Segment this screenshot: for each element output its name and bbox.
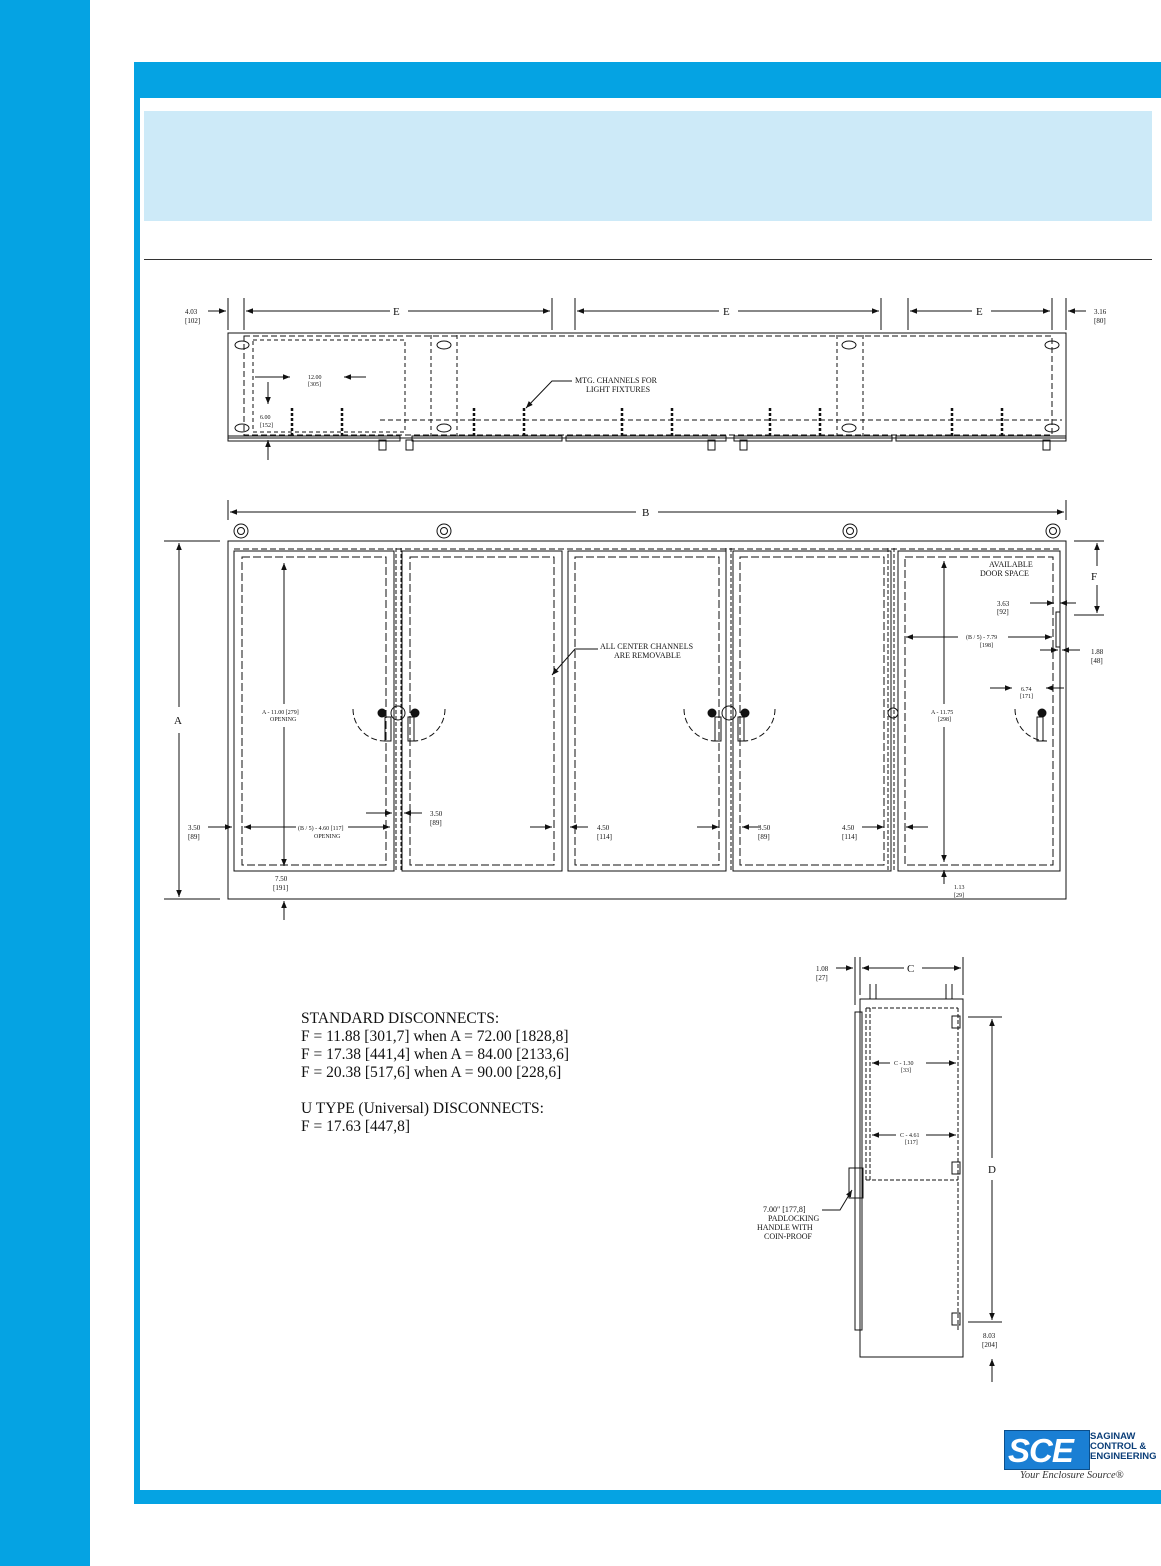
- front-view-labels: [174, 507, 1104, 899]
- lifting-eyes: [234, 524, 1060, 538]
- dim-12-mm: [305]: [308, 382, 321, 388]
- a-1175: A - 11.75: [931, 710, 954, 716]
- dim-350c-mm: [89]: [758, 833, 770, 841]
- dim-450a-mm: [114]: [597, 833, 612, 841]
- c-130-mm: [33]: [901, 1068, 911, 1074]
- logo-name-3: ENGINEERING: [1090, 1451, 1157, 1462]
- dim-6: 6.00: [260, 415, 271, 421]
- center-channels: [396, 548, 894, 872]
- logo-name-2: CONTROL &: [1090, 1441, 1147, 1452]
- dim-674: 6.74: [1021, 687, 1032, 693]
- dim-674-mm: [171]: [1020, 694, 1033, 700]
- f-label: F: [1091, 571, 1098, 583]
- top-view-labels: [185, 306, 1107, 429]
- dim-108: 1.08: [816, 965, 829, 973]
- dim-12: 12.00: [308, 375, 322, 381]
- dim-188: 1.88: [1091, 648, 1104, 656]
- handle-3: HANDLE WITH: [757, 1223, 813, 1232]
- e-label-2: E: [723, 306, 730, 318]
- side-view: [822, 957, 1002, 1382]
- dim-750-mm: [191]: [273, 884, 289, 892]
- dim-188-mm: [48]: [1091, 657, 1103, 665]
- mtg-note-1: MTG. CHANNELS FOR: [575, 376, 658, 385]
- dim-left-mm: [102]: [185, 317, 201, 325]
- dim-350a-mm: [89]: [188, 833, 200, 841]
- logo-company-name: [1090, 1432, 1157, 1462]
- handle-1: 7.00" [177,8]: [763, 1205, 806, 1214]
- dim-450b-mm: [114]: [842, 833, 857, 841]
- side-view-outline: [860, 999, 963, 1357]
- u-type-line-1: F = 17.63 [447,8]: [301, 1118, 411, 1135]
- e-label-1: E: [393, 306, 400, 318]
- dim-113: 1.13: [954, 885, 965, 891]
- dim-350c: 3.50: [758, 824, 771, 832]
- side-view-labels: [757, 963, 997, 1349]
- opening-a-2: OPENING: [270, 717, 297, 723]
- standard-title: STANDARD DISCONNECTS:: [301, 1010, 500, 1027]
- dim-113-mm: [29]: [954, 893, 964, 899]
- logo-mark-box: [1004, 1430, 1090, 1470]
- dim-350b: 3.50: [430, 810, 443, 818]
- mounting-channels: [292, 408, 1002, 436]
- dim-350a: 3.50: [188, 824, 201, 832]
- opening-b-2: OPENING: [314, 834, 341, 840]
- dim-363: 3.63: [997, 600, 1010, 608]
- c-461-mm: [117]: [905, 1140, 918, 1146]
- opening-a-1: A - 11.00 [279]: [262, 710, 299, 716]
- opening-b-1: (B / 5) - 4.60 [117]: [298, 826, 344, 832]
- c-label: C: [907, 963, 915, 975]
- dim-803-mm: [204]: [982, 1341, 998, 1349]
- handle-2: PADLOCKING: [768, 1214, 820, 1223]
- c-461: C - 4.61: [900, 1133, 920, 1139]
- dim-right: 3.16: [1094, 308, 1107, 316]
- mtg-note-2: LIGHT FIXTURES: [586, 385, 651, 394]
- u-type-title: U TYPE (Universal) DISCONNECTS:: [301, 1100, 544, 1117]
- front-view: [164, 500, 1104, 920]
- dim-108-mm: [27]: [816, 974, 828, 982]
- logo-mark: SCE: [1008, 1432, 1073, 1469]
- sce-logo: [1004, 1430, 1157, 1486]
- e-label-3: E: [976, 306, 983, 318]
- c-130: C - 1.30: [894, 1061, 914, 1067]
- a-1175-mm: [298]: [938, 717, 951, 723]
- standard-line-3: F = 20.38 [517,6] when A = 90.00 [228,6]: [301, 1064, 562, 1081]
- dim-right-mm: [80]: [1094, 317, 1106, 325]
- dim-450a: 4.50: [597, 824, 610, 832]
- logo-name-1: SAGINAW: [1090, 1431, 1136, 1442]
- dim-left: 4.03: [185, 308, 198, 316]
- standard-line-1: F = 11.88 [301,7] when A = 72.00 [1828,8]: [301, 1028, 569, 1045]
- dim-6-mm: [152]: [260, 423, 273, 429]
- center-note-1: ALL CENTER CHANNELS: [600, 642, 694, 651]
- b-label: B: [642, 507, 650, 519]
- center-note-2: ARE REMOVABLE: [614, 651, 681, 660]
- dim-803: 8.03: [983, 1332, 996, 1340]
- available-1: AVAILABLE: [989, 560, 1033, 569]
- dim-750: 7.50: [275, 875, 288, 883]
- d-label: D: [988, 1164, 996, 1176]
- dim-350b-mm: [89]: [430, 819, 442, 827]
- disconnect-notes: [301, 1010, 569, 1136]
- b5-779: (B / 5) - 7.79: [966, 635, 998, 641]
- a-label: A: [174, 715, 182, 727]
- b5-779-mm: [198]: [980, 643, 993, 649]
- logo-tagline: Your Enclosure Source®: [1020, 1470, 1124, 1481]
- available-2: DOOR SPACE: [980, 569, 1029, 578]
- standard-line-2: F = 17.38 [441,4] when A = 84.00 [2133,6]: [301, 1046, 570, 1063]
- dim-450b: 4.50: [842, 824, 855, 832]
- handle-4: COIN-PROOF: [764, 1232, 813, 1241]
- dim-363-mm: [92]: [997, 608, 1009, 616]
